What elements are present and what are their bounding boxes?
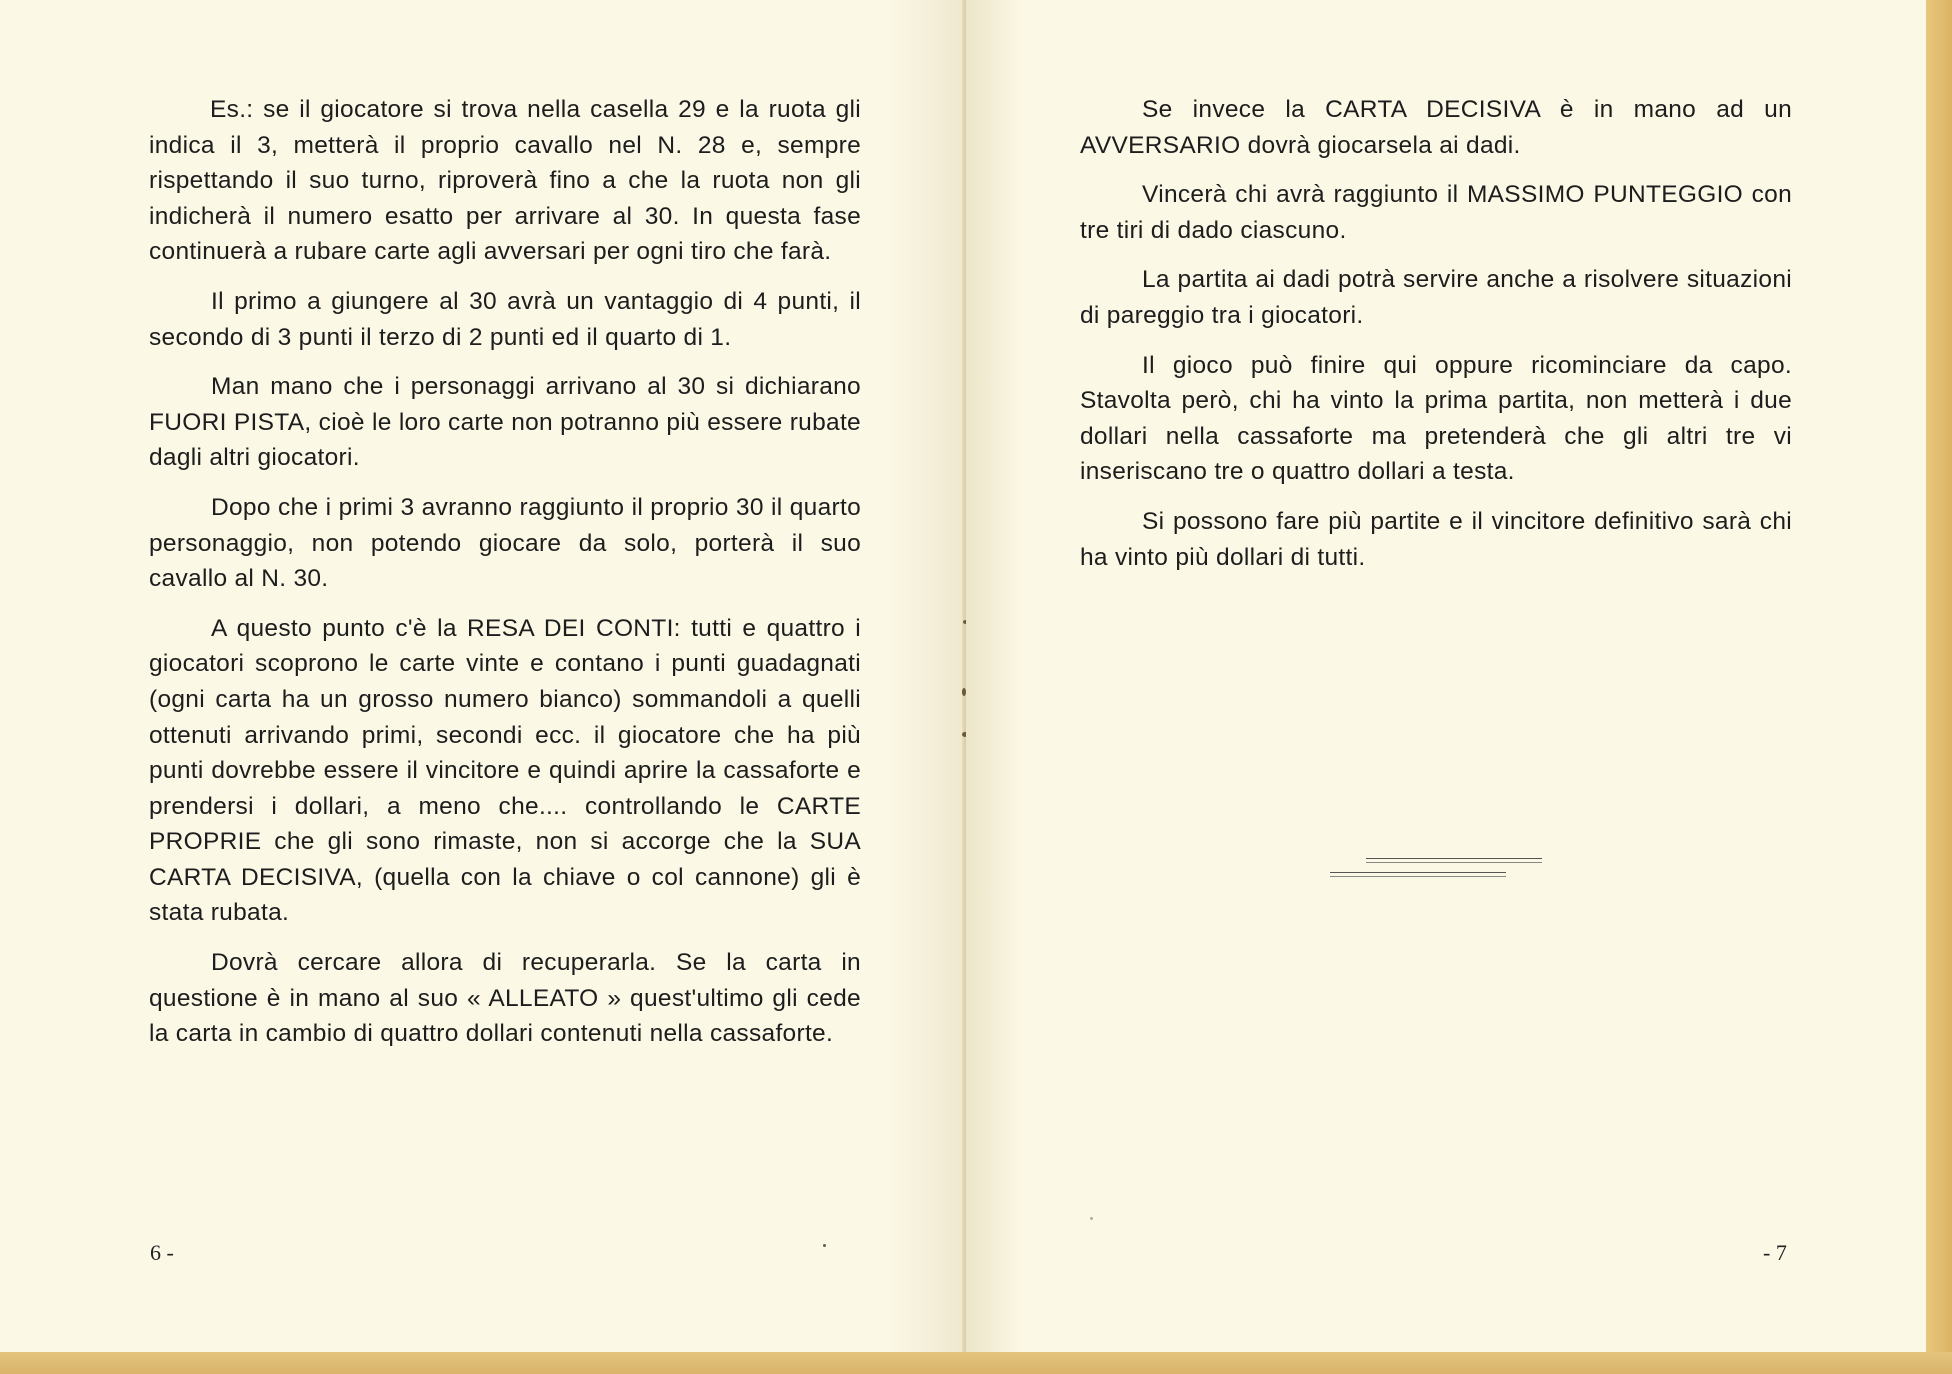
left-page <box>0 0 964 1352</box>
left-paragraph-4: Dopo che i primi 3 avranno raggiunto il proprio 30 il quarto personaggio, non potendo giocare da solo, porterà il suo cavallo al N. 30. <box>149 493 861 593</box>
right-paragraph-2: Vincerà chi avrà raggiunto il MASSIMO PUNTEGGIO con tre tiri di dado ciascuno. <box>1080 181 1792 244</box>
ornament-line <box>1366 862 1542 863</box>
ornament-line <box>1330 872 1506 873</box>
right-paragraph-4: Il gioco può finire qui oppure ricominciare da capo. Stavolta però, chi ha vinto la prima partita, non metterà i due dollari nella cassaforte ma pretenderà che gli altri tre vi inseriscano tre o quattro dollari a testa. <box>1080 351 1792 486</box>
left-paragraph-3: Man mano che i personaggi arrivano al 30 si dichiarano FUORI PISTA, cioè le loro carte non potranno più essere rubate dagli altri giocatori. <box>149 373 861 472</box>
ornament-line <box>1366 858 1542 859</box>
right-paragraph-5: Si possono fare più partite e il vincitore definitivo sarà chi ha vinto più dollari di tutti. <box>1080 507 1792 571</box>
left-paragraph-5: A questo punto c'è la RESA DEI CONTI: tutti e quattro i giocatori scoprono le carte vinte e contano i punti guadagnati (ogni carta ha un grosso numero bianco) sommandoli a quelli ottenuti arrivando primi, secondi ecc. il giocatore che ha più punti dovrebbe essere il vincitore e quindi aprire la cassaforte e prendersi i dollari, a meno che.... controllando le CARTE PROPRIE che gli sono rimaste, non si accorge che la SUA CARTA DECISIVA, (quella con la chiave o col cannone) gli è stata rubata. <box>149 614 861 927</box>
page-number-right: - 7 <box>1763 1240 1787 1265</box>
decorative-rule <box>1330 855 1510 895</box>
paper-speck <box>1090 1217 1093 1220</box>
page-number-left: 6 - <box>150 1240 174 1265</box>
right-paragraph-1: Se invece la CARTA DECISIVA è in mano ad un AVVERSARIO dovrà giocarsela ai dadi. <box>1080 96 1792 159</box>
paper-speck <box>823 1244 826 1247</box>
right-paragraph-3: La partita ai dadi potrà servire anche a risolvere situazioni di pareggio tra i giocatori. <box>1080 266 1792 329</box>
left-paragraph-6: Dovrà cercare allora di recuperarla. Se la carta in questione è in mano al suo « ALLEATO » quest'ultimo gli cede la carta in cambio di quattro dollari contenuti nella cassaforte. <box>149 949 861 1048</box>
cover-edge-bottom <box>0 1352 1952 1374</box>
left-page-text <box>149 92 861 1066</box>
left-paragraph-1: Es.: se il giocatore si trova nella casella 29 e la ruota gli indica il 3, metterà il proprio cavallo nel N. 28 e, sempre rispettando il suo turno, riproverà fino a che la ruota non gli indicherà il numero esatto per arrivare al 30. In questa fase continuerà a rubare carte agli avversari per ogni tiro che farà. <box>149 96 861 266</box>
ornament-line <box>1330 876 1506 877</box>
left-paragraph-2: Il primo a giungere al 30 avrà un vantaggio di 4 punti, il secondo di 3 punti il terzo di 2 punti ed il quarto di 1. <box>149 287 861 351</box>
right-page-text <box>1080 92 1792 589</box>
cover-edge-right <box>1926 0 1952 1374</box>
